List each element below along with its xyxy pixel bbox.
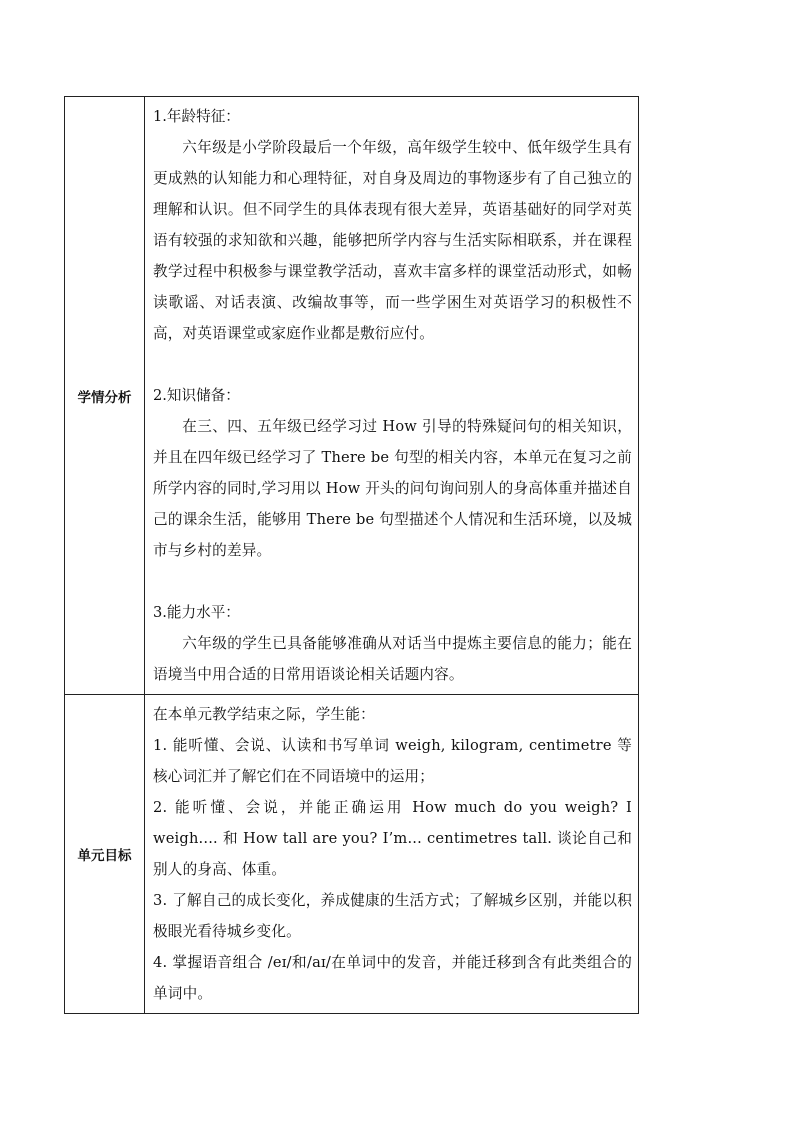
row-label-student-analysis: 学情分析: [65, 97, 145, 695]
section-text-ability: 六年级的学生已具备能够准确从对话当中提炼主要信息的能力；能在语境当中用合适的日常用语谈论相关话题内容。: [153, 635, 632, 683]
table-row-student-analysis: [65, 97, 639, 695]
student-analysis-content: [145, 97, 639, 695]
section-text-knowledge: 在三、四、五年级已经学习过 How 引导的特殊疑问句的相关知识，并且在四年级已经学习了 There be 句型的相关内容，本单元在复习之前所学内容的同时,学习用以 How 开头的问句询问别人的身高体重并描述自己的课余生活，能够用 There be 句型描述个人情况和生活环境，以及城市与乡村的差异。: [153, 418, 632, 559]
table-row-unit-goals: [65, 695, 639, 1014]
spacer: [153, 349, 632, 380]
section-heading-age: 1.年龄特征：: [153, 108, 240, 125]
unit-goals-content: [145, 695, 639, 1014]
unit-goal-item-4: 4. 掌握语音组合 /eɪ/和/aɪ/在单词中的发音，并能迁移到含有此类组合的单词中。: [153, 954, 632, 1002]
section-text-age: 六年级是小学阶段最后一个年级，高年级学生较中、低年级学生具有更成熟的认知能力和心理特征，对自身及周边的事物逐步有了自己独立的理解和认识。但不同学生的具体表现有很大差异，英语基础好的同学对英语有较强的求知欲和兴趣，能够把所学内容与生活实际相联系，并在课程教学过程中积极参与课堂教学活动，喜欢丰富多样的课堂活动形式，如畅读歌谣、对话表演、改编故事等，而一些学困生对英语学习的积极性不高，对英语课堂或家庭作业都是敷衍应付。: [153, 139, 632, 342]
spacer: [153, 566, 632, 597]
unit-goal-item-3: 3. 了解自己的成长变化，养成健康的生活方式；了解城乡区别，并能以积极眼光看待城乡变化。: [153, 892, 632, 940]
unit-goals-intro: 在本单元教学结束之际，学生能：: [153, 706, 375, 723]
unit-goal-item-2: 2. 能听懂、会说，并能正确运用 How much do you weigh? I weigh.... 和 How tall are you? I’m... centimetres tall. 谈论自己和别人的身高、体重。: [153, 799, 632, 878]
unit-goal-item-1: 1. 能听懂、会说、认读和书写单词 weigh, kilogram, centimetre 等核心词汇并了解它们在不同语境中的运用；: [153, 737, 632, 785]
section-heading-ability: 3.能力水平：: [153, 604, 240, 621]
row-label-unit-goals: 单元目标: [65, 695, 145, 1014]
section-heading-knowledge: 2.知识储备：: [153, 387, 240, 404]
lesson-plan-table: [64, 96, 639, 1014]
